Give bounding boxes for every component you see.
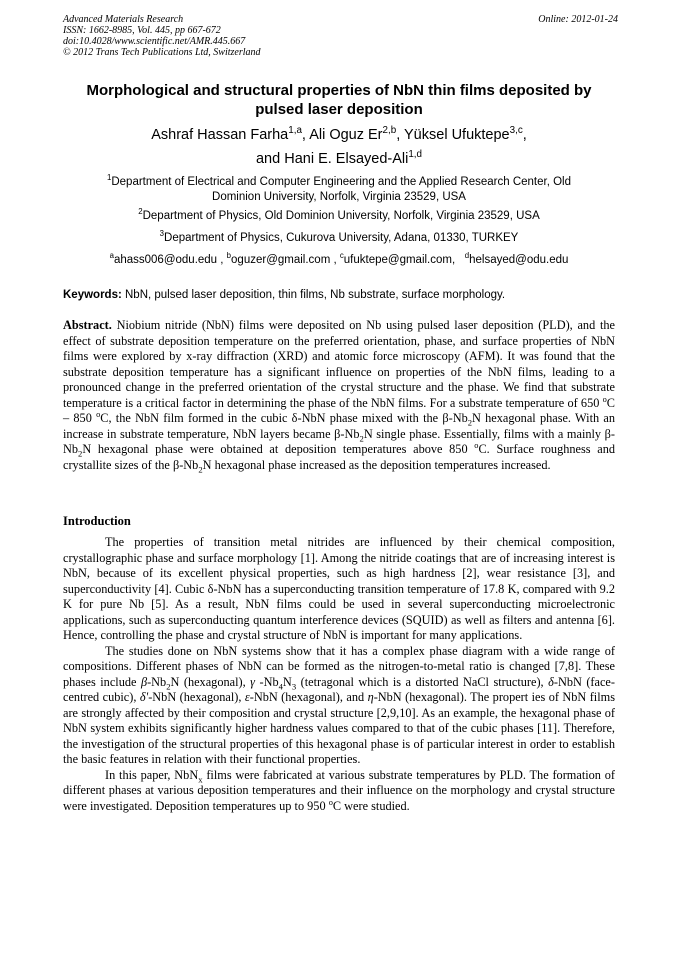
author-name: Ali Oguz Er <box>309 127 383 143</box>
affil-text: Department of Physics, Cukurova University, Adana, 01330, TURKEY <box>164 232 519 244</box>
email-mark: c <box>339 251 344 261</box>
keywords-text: NbN, pulsed laser deposition, thin films, Nb substrate, surface morphology. <box>125 289 506 301</box>
authors-line-2 <box>50 147 628 171</box>
journal-name: Advanced Materials Research <box>63 14 184 25</box>
author-prefix: and <box>255 151 285 167</box>
author-affil-mark: 1,d <box>408 149 423 161</box>
abstract-text: Niobium nitride (NbN) films were deposited on Nb using pulsed laser deposition (PLD), and the effect of substrate deposition temperature on the preferred orientation, phase, and surface properties of NbN films were explored by x-ray diffraction (XRD) and atomic force microscopy (AFM). It was found that the substrate deposition temperature has a significant influence on properties of the NbN films, leading to a pronounced change in the preferred orientation of the crystal structure and the phase. We find that substrate temperature is a critical factor in determining the phase of the NbN films. For a substrate temperature of 650 <box>63 318 615 410</box>
affil-number: 2 <box>138 207 143 217</box>
online-date: Online: 2012-01-24 <box>538 14 618 25</box>
issn-line: ISSN: 1662-8985, Vol. 445, pp 667-672 <box>63 25 221 36</box>
subscript: 2 <box>198 463 203 474</box>
affil-number: 3 <box>159 229 165 239</box>
author-name: Ashraf Hassan Farha <box>151 127 289 143</box>
abstract-label: Abstract. <box>63 318 112 332</box>
affiliation-3 <box>60 231 618 246</box>
abstract-text: N hexagonal phase. With an increase in substrate temperature, NbN layers became β-Nb <box>63 411 615 441</box>
affil-number: 1 <box>107 173 112 183</box>
abstract-text: C – 850 <box>63 395 615 425</box>
email-address: ufuktepe@gmail.com, <box>343 254 456 266</box>
abstract-text: N hexagonal phase were obtained at deposition temperatures above 850 <box>82 442 475 456</box>
author-affil-mark: 2,b <box>382 125 397 137</box>
author-name: Hani E. Elsayed-Ali <box>284 151 409 167</box>
paper-title <box>50 81 628 119</box>
email-mark: b <box>226 251 232 261</box>
abstract-text: C. Surface roughness and crystallite sizes of the β-Nb <box>63 442 615 472</box>
author-affil-mark: 1,a <box>288 125 302 137</box>
subscript: 2 <box>467 417 473 428</box>
doi-line: doi:10.4028/www.scientific.net/AMR.445.667 <box>63 36 246 47</box>
affil-text: Dominion University, Norfolk, Virginia 23529, USA <box>212 191 466 203</box>
intro-paragraph-3: In this paper, NbN$_x$ films were fabricated at various substrate temperatures by PLD. The formation of different phases at various deposition temperatures and their influence on the morphology and crystal structure were investigated. Deposition temperatures up to 950 $^o$C were studied. <box>63 767 615 813</box>
abstract-text: C, the NbN film formed in the cubic δ-NbN phase mixed with the β-Nb <box>100 411 468 425</box>
affiliation-1 <box>60 175 618 205</box>
affil-text: Department of Electrical and Computer Engineering and the Applied Research Center, Old <box>111 176 571 188</box>
keywords-line <box>63 288 618 302</box>
subscript: 2 <box>78 448 83 459</box>
email-address: helsayed@odu.edu <box>469 254 569 266</box>
subscript: 2 <box>359 432 364 443</box>
intro-paragraph-2: The studies done on NbN systems show that it has a complex phase diagram with a wide range of compositions. Different phases of NbN can be formed as the nitrogen-to-metal ratio is changed [7,8]. These phases include $\beta-Nb_2N$ (hexagonal), γ $-Nb_4N_3$ (tetragonal which is a distorted NaCl structure), δ-NbN (face-centred cubic), δ'-NbN (hexagonal), ε-NbN (hexagonal), and η-NbN (hexagonal). The propert ies of NbN films are strongly affected by their composition and crystal structure [2,9,10]. As an example, the hexagonal phase of NbN system exhibits significantly higher hardness values compared to that of the cubic phases [11]. Therefore, the investigation of the structural properties of this hexagonal phase is of particular interest in order to establish the basic features in relation with their functional properties. <box>63 643 615 766</box>
email-mark: d <box>464 251 470 261</box>
degree-mark: o <box>474 440 479 450</box>
author-name: Yüksel Ufuktepe <box>404 127 510 143</box>
abstract-text: N hexagonal phase increased as the deposition temperatures increased. <box>202 457 551 472</box>
title-line-1: Morphological and structural properties of NbN thin films deposited by <box>86 82 592 99</box>
author-list <box>50 123 628 171</box>
degree-mark: o <box>602 394 607 404</box>
authors-line-1: Ashraf Hassan Farha$^{1,a}$, Ali Oguz Er$^{2,b}$, Yüksel Ufuktepe$^{3,c}$, <box>151 125 527 143</box>
email-mark: a <box>109 251 114 261</box>
introduction-body <box>63 535 615 814</box>
affil-text: Department of Physics, Old Dominion University, Norfolk, Virginia 23529, USA <box>142 210 540 222</box>
email-address: oguzer@gmail.com , <box>231 254 337 266</box>
degree-mark: o <box>96 409 101 419</box>
title-line-2: pulsed laser deposition <box>255 101 423 118</box>
intro-paragraph-1: The properties of transition metal nitrides are influenced by their chemical composition, crystallographic phase and surface morphology [1]. Among the nitride coatings that are of increasing interest is NbN, because of its excellent physical properties, such as high hardness [2], wear resistance [3], and superconductivity [4]. Cubic δ-NbN has a superconducting transition temperature of 17.8 K, compared with 9.2 K for pure Nb [5]. As a result, NbN films could be used in several superconducting microelectronic applications, such as superconducting quantum interference devices (SQUID) as well as filters and antenna [6]. Hence, controlling the phase and crystal structure of NbN is important for many applications. <box>63 535 615 642</box>
copyright-line: © 2012 Trans Tech Publications Ltd, Switzerland <box>63 47 261 58</box>
abstract <box>63 318 615 473</box>
author-emails <box>60 253 618 268</box>
keywords-label: Keywords: <box>63 289 122 301</box>
email-address: ahass006@odu.edu , <box>113 254 224 266</box>
affiliation-2 <box>60 209 618 224</box>
journal-header <box>63 14 618 58</box>
abstract-text: N single phase. Essentially, films with a mainly β-Nb <box>63 426 615 456</box>
section-heading-introduction: Introduction <box>63 514 131 528</box>
author-affil-mark: 3,c <box>509 125 523 137</box>
